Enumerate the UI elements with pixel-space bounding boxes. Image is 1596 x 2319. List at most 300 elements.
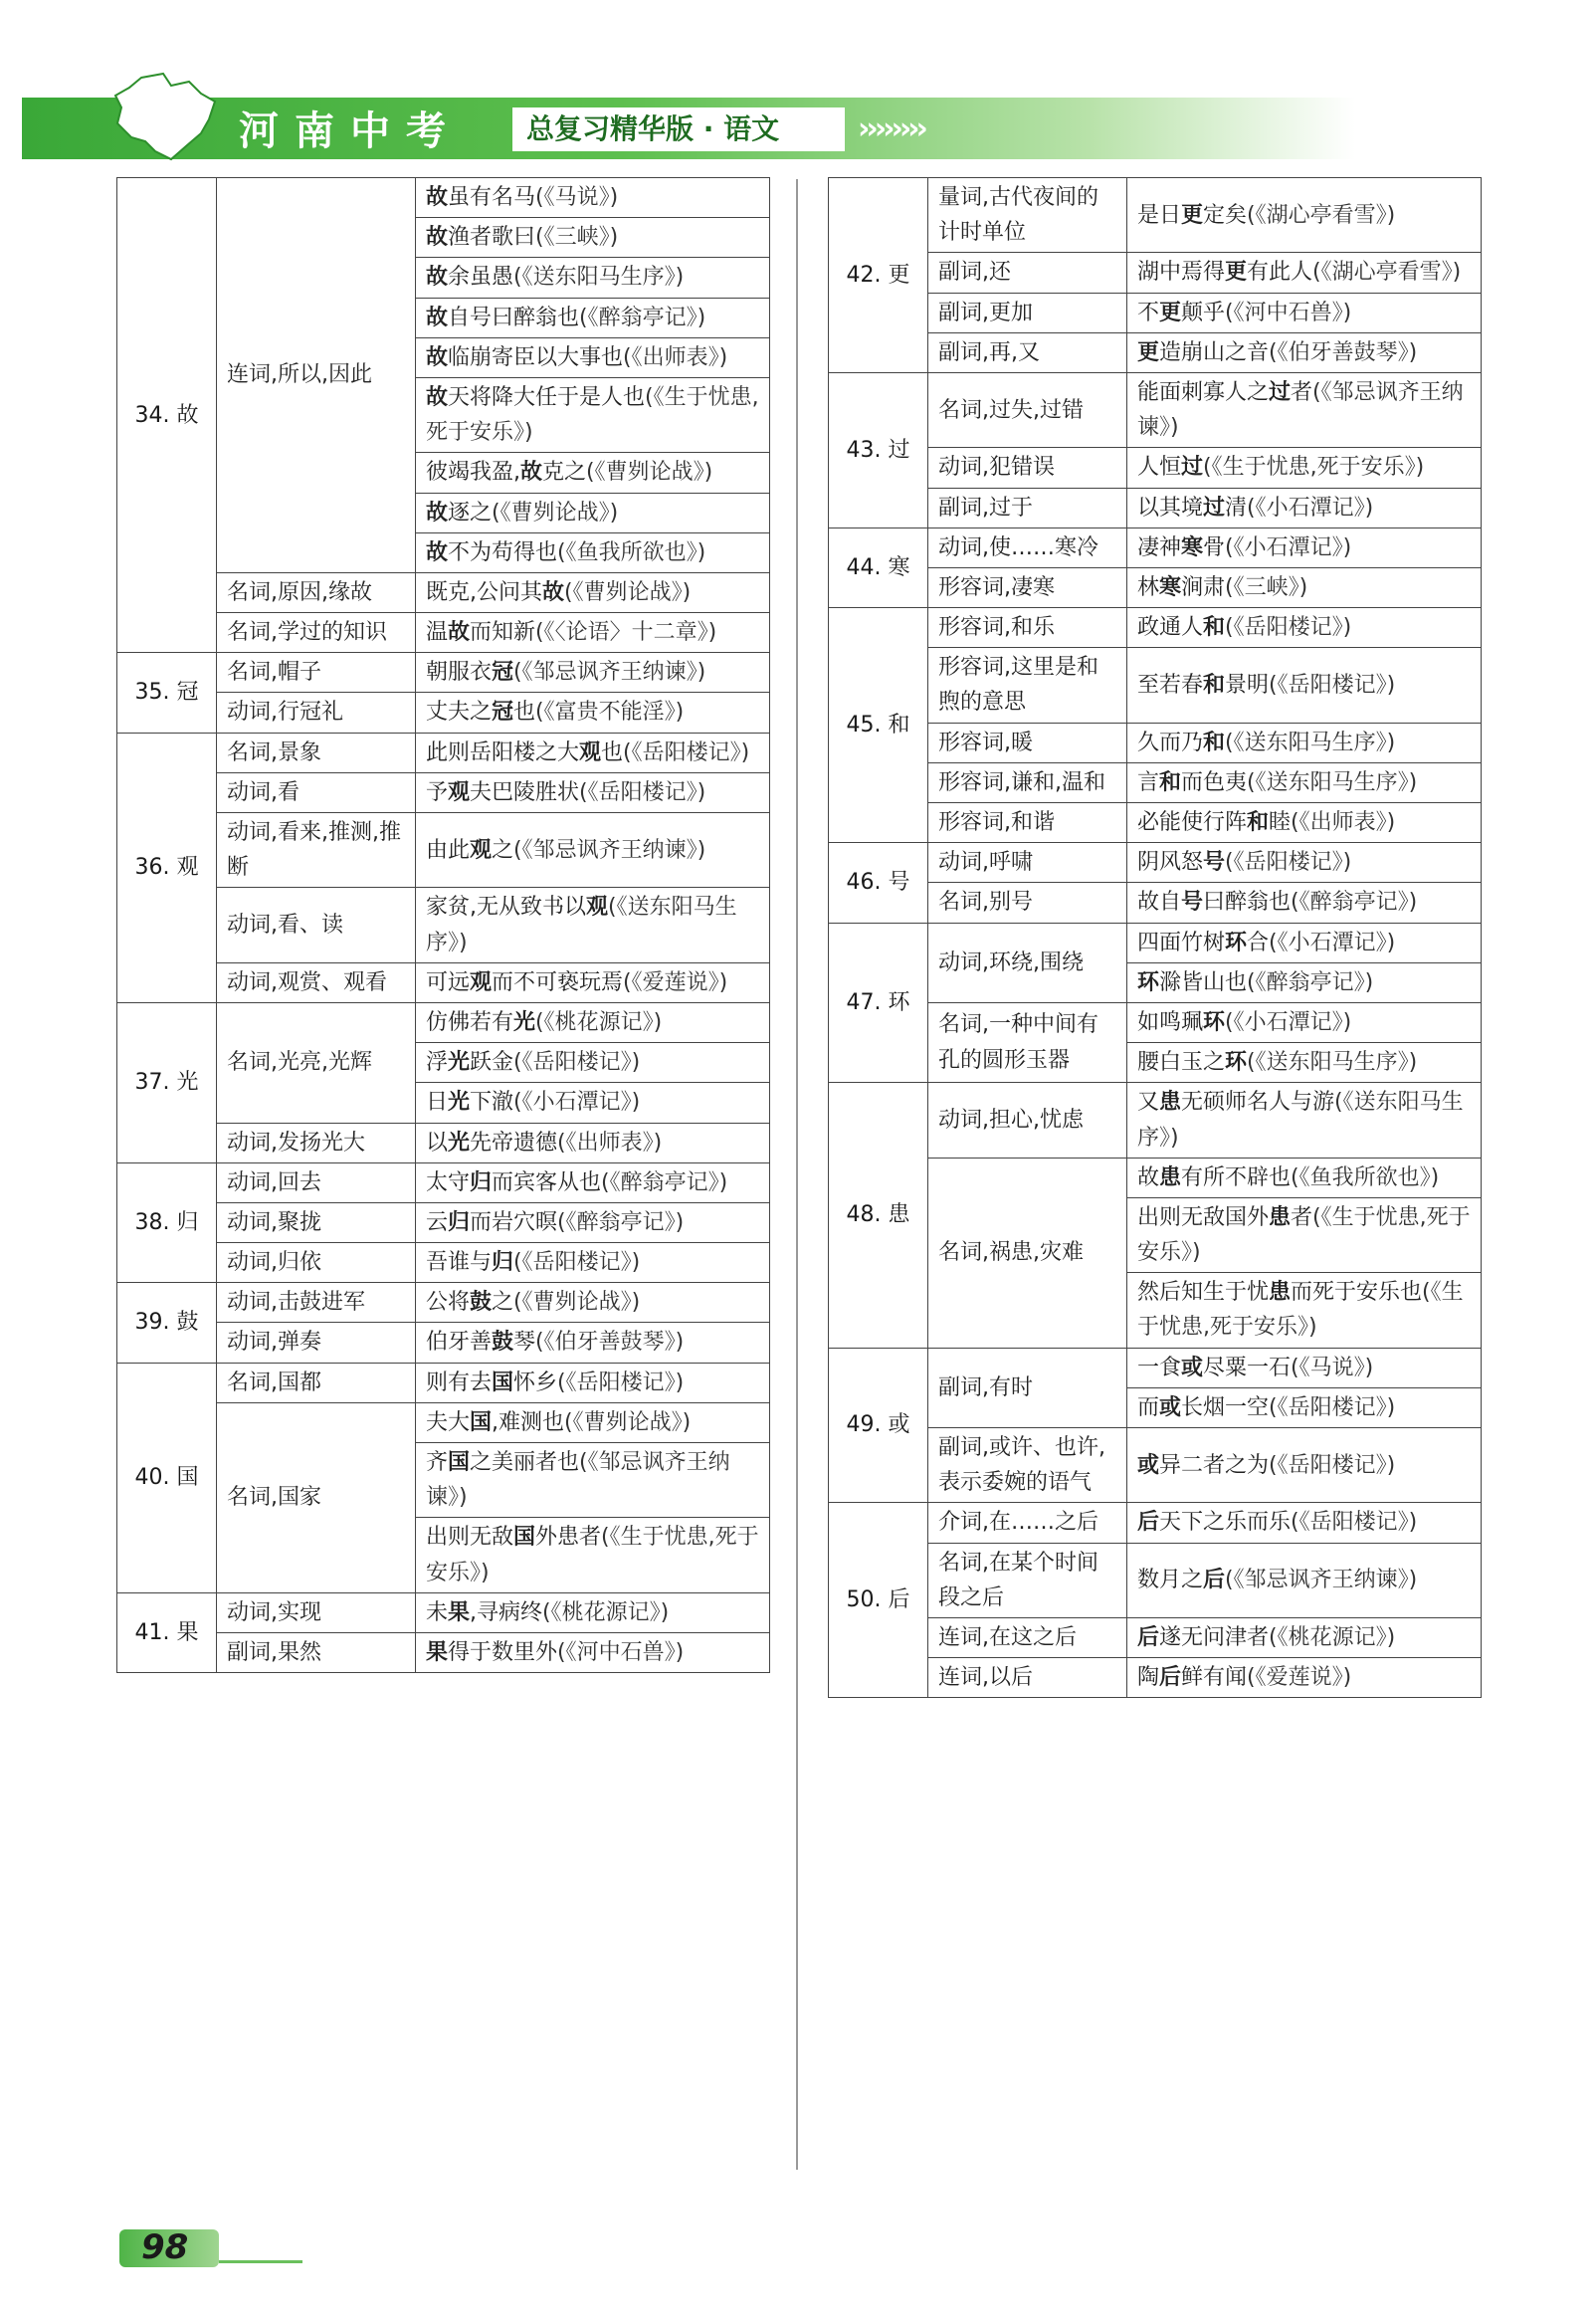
headword: 47. 环 xyxy=(829,923,928,1083)
word-sense: 介词,在……之后 xyxy=(928,1503,1127,1543)
example-sentence xyxy=(1127,1348,1482,1387)
table-row xyxy=(117,1592,770,1632)
example-text: 而死于安乐也 xyxy=(1291,1280,1423,1306)
headword: 49. 或 xyxy=(829,1348,928,1503)
source-citation: (《送东阳马生序》) xyxy=(1247,769,1418,795)
table-row xyxy=(829,372,1482,447)
target-character: 患 xyxy=(1159,1164,1182,1190)
source-citation: (《生于忧患,死于安乐》) xyxy=(1137,1204,1471,1266)
source-citation: (《三峡》) xyxy=(1225,574,1308,600)
book-subtitle: 总复习精华版 · 语文 xyxy=(512,107,845,151)
source-citation: (《曹刿论战》) xyxy=(564,1409,692,1435)
table-row xyxy=(117,733,770,772)
example-text: 政通人 xyxy=(1137,615,1204,641)
word-sense: 动词,看来,推测,推断 xyxy=(217,813,416,888)
example-text: 由此 xyxy=(426,837,471,863)
example-sentence xyxy=(1127,332,1482,372)
example-text: 以其境 xyxy=(1137,495,1204,521)
example-text: 是日 xyxy=(1137,202,1182,228)
example-sentence xyxy=(1127,1428,1482,1503)
source-citation: (《岳阳楼记》) xyxy=(513,1250,641,1276)
target-character: 归 xyxy=(492,1250,514,1276)
example-text: 朝服衣 xyxy=(426,660,493,686)
target-character: 更 xyxy=(1225,260,1248,286)
example-text: 虽有名马 xyxy=(448,185,536,210)
word-sense: 动词,弹奏 xyxy=(217,1323,416,1363)
source-citation: (《岳阳楼记》) xyxy=(513,1050,641,1076)
table-row xyxy=(117,1002,770,1042)
example-sentence xyxy=(1127,1617,1482,1657)
example-text: 不 xyxy=(1137,300,1160,325)
target-character: 国 xyxy=(470,1409,493,1435)
source-citation: (《爱莲说》) xyxy=(1247,1665,1352,1691)
example-sentence xyxy=(416,1443,770,1518)
target-character: 观 xyxy=(586,895,609,921)
word-sense: 动词,看、读 xyxy=(217,888,416,962)
example-text: 之 xyxy=(492,837,514,863)
word-sense: 名词,别号 xyxy=(928,883,1127,923)
example-sentence xyxy=(416,888,770,962)
headword: 44. 寒 xyxy=(829,527,928,607)
word-sense: 形容词,这里是和煦的意思 xyxy=(928,648,1127,723)
page-number: 98 xyxy=(141,2227,189,2267)
source-citation: (《送东阳马生序》) xyxy=(1225,730,1396,755)
target-character: 故 xyxy=(426,305,449,330)
example-sentence xyxy=(1127,1083,1482,1158)
example-text: 如鸣珮 xyxy=(1137,1009,1204,1035)
word-sense: 副词,有时 xyxy=(928,1348,1127,1427)
example-text: 仿佛若有 xyxy=(426,1009,514,1035)
example-sentence xyxy=(416,298,770,337)
word-sense: 形容词,和谐 xyxy=(928,803,1127,843)
example-text: 然后知生于忧 xyxy=(1137,1280,1270,1306)
example-text: 彼竭我盈, xyxy=(426,460,520,486)
example-text: 未 xyxy=(426,1599,449,1625)
example-text: 者 xyxy=(1291,1204,1313,1230)
example-text: ,寻病终 xyxy=(470,1599,543,1625)
word-sense: 动词,观赏、观看 xyxy=(217,962,416,1002)
source-citation: (《岳阳楼记》) xyxy=(1269,672,1396,698)
source-citation: (《湖心亭看雪》) xyxy=(1312,260,1462,286)
word-sense: 名词,光亮,光辉 xyxy=(217,1002,416,1123)
target-character: 观 xyxy=(579,739,602,765)
source-citation: (《伯牙善鼓琴》) xyxy=(535,1330,685,1356)
example-sentence xyxy=(1127,1197,1482,1272)
target-character: 鼓 xyxy=(492,1330,514,1356)
table-row xyxy=(829,1503,1482,1543)
example-text: 伯牙善 xyxy=(426,1330,493,1356)
example-text: 清 xyxy=(1225,495,1248,521)
example-text: 丈夫之 xyxy=(426,700,493,726)
table-row xyxy=(829,1083,1482,1158)
example-sentence xyxy=(416,178,770,218)
example-text: 渔者歌曰 xyxy=(448,225,536,251)
example-sentence xyxy=(416,653,770,693)
example-text: 曰醉翁也 xyxy=(1203,890,1292,916)
example-text: 一食 xyxy=(1137,1355,1182,1380)
target-character: 和 xyxy=(1159,769,1182,795)
word-sense: 量词,古代夜间的计时单位 xyxy=(928,178,1127,253)
example-sentence xyxy=(416,1002,770,1042)
example-text: 临崩寄臣以大事也 xyxy=(448,344,624,370)
example-text: 阴风怒 xyxy=(1137,850,1204,876)
example-sentence xyxy=(1127,1273,1482,1348)
target-character: 寒 xyxy=(1159,574,1182,600)
example-text: 也 xyxy=(601,739,624,765)
source-citation: (《鱼我所欲也》) xyxy=(557,539,706,565)
example-text: 无硕师名人与游 xyxy=(1181,1090,1335,1116)
target-character: 国 xyxy=(492,1370,514,1395)
target-character: 环 xyxy=(1137,969,1160,995)
example-sentence xyxy=(416,1632,770,1672)
example-text: 睦 xyxy=(1269,810,1292,835)
example-text: 能面刺寡人之 xyxy=(1137,379,1270,405)
example-text: 而宾客从也 xyxy=(492,1169,602,1195)
example-sentence xyxy=(416,377,770,452)
example-text: 琴 xyxy=(513,1330,536,1356)
headword: 41. 果 xyxy=(117,1592,217,1672)
source-citation: (《邹忌讽齐王纳谏》) xyxy=(513,837,706,863)
target-character: 号 xyxy=(1203,850,1226,876)
example-text: 出则无敌国外 xyxy=(1137,1204,1270,1230)
headword: 39. 鼓 xyxy=(117,1283,217,1363)
source-citation: (《爱莲说》) xyxy=(623,969,728,995)
target-character: 和 xyxy=(1203,730,1226,755)
target-character: 环 xyxy=(1225,930,1248,955)
example-text: 至若春 xyxy=(1137,672,1204,698)
example-sentence xyxy=(416,493,770,532)
source-citation: (《醉翁亭记》) xyxy=(601,1169,728,1195)
target-character: 国 xyxy=(448,1450,471,1475)
example-text: 而 xyxy=(1137,1394,1160,1420)
example-text: 故自 xyxy=(1137,890,1182,916)
source-citation: (《送东阳马生序》) xyxy=(513,265,685,291)
example-sentence xyxy=(1127,1658,1482,1698)
target-character: 过 xyxy=(1203,495,1226,521)
example-text: 四面竹树 xyxy=(1137,930,1226,955)
example-sentence xyxy=(1127,608,1482,648)
example-sentence xyxy=(416,1043,770,1083)
word-sense: 副词,再,又 xyxy=(928,332,1127,372)
example-text: 言 xyxy=(1137,769,1160,795)
example-text: 可远 xyxy=(426,969,471,995)
example-sentence xyxy=(1127,253,1482,293)
word-sense: 动词,实现 xyxy=(217,1592,416,1632)
example-text: 凄神 xyxy=(1137,534,1182,560)
source-citation: (《生于忧患,死于安乐》) xyxy=(1203,455,1425,481)
source-citation: (《伯牙善鼓琴》) xyxy=(1269,339,1418,365)
headword: 38. 归 xyxy=(117,1162,217,1283)
target-character: 后 xyxy=(1137,1510,1160,1536)
table-row xyxy=(829,923,1482,962)
example-sentence xyxy=(1127,962,1482,1002)
example-sentence xyxy=(1127,448,1482,488)
example-sentence xyxy=(1127,762,1482,802)
example-text: 下澈 xyxy=(470,1090,514,1116)
source-citation: (《生于忧患,死于安乐》) xyxy=(426,384,759,446)
example-text: 合 xyxy=(1247,930,1270,955)
example-sentence xyxy=(1127,803,1482,843)
target-character: 环 xyxy=(1225,1050,1248,1076)
headword: 42. 更 xyxy=(829,178,928,373)
headword: 50. 后 xyxy=(829,1503,928,1698)
example-sentence xyxy=(416,453,770,493)
example-text: 夫巴陵胜状 xyxy=(470,779,580,805)
example-sentence xyxy=(416,1323,770,1363)
example-text: 逐之 xyxy=(448,500,493,526)
example-sentence xyxy=(416,1402,770,1442)
source-citation: (《邹忌讽齐王纳谏》) xyxy=(426,1450,730,1511)
table-row xyxy=(829,1348,1482,1387)
example-text: 夫大 xyxy=(426,1409,471,1435)
source-citation: (《生于忧患,死于安乐》) xyxy=(426,1525,759,1585)
source-citation: (《曹刿论战》) xyxy=(492,500,619,526)
headword: 36. 观 xyxy=(117,733,217,1002)
word-sense: 名词,祸患,灾难 xyxy=(928,1158,1127,1348)
target-character: 患 xyxy=(1269,1204,1292,1230)
source-citation: (《三峡》) xyxy=(535,225,619,251)
word-sense: 副词,还 xyxy=(928,253,1127,293)
example-text: 有此人 xyxy=(1247,260,1313,286)
example-text: 出则无敌 xyxy=(426,1525,514,1551)
target-character: 和 xyxy=(1247,810,1270,835)
word-sense: 形容词,暖 xyxy=(928,723,1127,762)
example-text: 有所不辟也 xyxy=(1181,1164,1292,1190)
target-character: 观 xyxy=(470,837,493,863)
word-sense: 动词,行冠礼 xyxy=(217,693,416,733)
example-text: 既克,公问其 xyxy=(426,579,542,605)
example-text: ,难测也 xyxy=(492,1409,565,1435)
target-character: 光 xyxy=(448,1050,471,1076)
example-sentence xyxy=(416,572,770,612)
example-text: 自号曰醉翁也 xyxy=(448,305,580,330)
source-citation: (《送东阳马生序》) xyxy=(426,895,737,955)
headword: 35. 冠 xyxy=(117,653,217,733)
target-character: 故 xyxy=(448,620,471,646)
example-text: 怀乡 xyxy=(513,1370,558,1395)
example-text: 尽粟一石 xyxy=(1203,1355,1292,1380)
example-sentence xyxy=(416,1243,770,1283)
example-sentence xyxy=(1127,1002,1482,1042)
word-sense: 动词,担心,忧虑 xyxy=(928,1083,1127,1158)
source-citation: (《小石潭记》) xyxy=(1225,1009,1352,1035)
source-citation: (《邹忌讽齐王纳谏》) xyxy=(1137,379,1464,441)
target-character: 故 xyxy=(426,344,449,370)
word-sense: 名词,景象 xyxy=(217,733,416,772)
example-sentence xyxy=(416,337,770,377)
target-character: 光 xyxy=(448,1090,471,1116)
table-row xyxy=(829,178,1482,253)
word-sense: 连词,在这之后 xyxy=(928,1617,1127,1657)
example-sentence xyxy=(416,258,770,298)
source-citation: (《醉翁亭记》) xyxy=(1291,890,1418,916)
target-character: 患 xyxy=(1159,1090,1182,1116)
word-sense: 名词,国家 xyxy=(217,1402,416,1592)
example-sentence xyxy=(416,962,770,1002)
table-row xyxy=(117,1283,770,1323)
example-sentence xyxy=(416,218,770,258)
source-citation: (《送东阳马生序》) xyxy=(1137,1090,1464,1151)
target-character: 国 xyxy=(513,1525,536,1551)
target-character: 观 xyxy=(470,969,493,995)
target-character: 鼓 xyxy=(470,1290,493,1316)
example-text: 而知新 xyxy=(470,620,536,646)
example-text: 久而乃 xyxy=(1137,730,1204,755)
example-text: 此则岳阳楼之大 xyxy=(426,739,580,765)
word-sense: 名词,在某个时间段之后 xyxy=(928,1543,1127,1617)
word-sense: 动词,环绕,围绕 xyxy=(928,923,1127,1002)
example-sentence xyxy=(1127,843,1482,883)
example-sentence xyxy=(1127,1543,1482,1617)
example-sentence xyxy=(1127,488,1482,527)
source-citation: (《〈论语〉十二章》) xyxy=(535,620,717,646)
example-sentence xyxy=(416,1283,770,1323)
example-sentence xyxy=(1127,923,1482,962)
vocab-table-right xyxy=(828,177,1482,1698)
example-sentence xyxy=(416,772,770,812)
source-citation: (《送东阳马生序》) xyxy=(1247,1050,1418,1076)
target-character: 或 xyxy=(1181,1355,1204,1380)
target-character: 故 xyxy=(426,539,449,565)
example-text: 定矣 xyxy=(1203,202,1248,228)
example-text: 不为苟得也 xyxy=(448,539,558,565)
target-character: 更 xyxy=(1181,202,1204,228)
example-text: 天下之乐而乐 xyxy=(1159,1510,1292,1536)
example-sentence xyxy=(416,1083,770,1123)
example-text: 齐 xyxy=(426,1450,449,1475)
example-sentence xyxy=(1127,527,1482,567)
example-text: 以 xyxy=(426,1130,449,1156)
source-citation: (《小石潭记》) xyxy=(1269,930,1396,955)
example-text: 景明 xyxy=(1225,672,1270,698)
example-text: 林 xyxy=(1137,574,1160,600)
example-text: 异二者之为 xyxy=(1159,1452,1270,1478)
word-sense: 名词,原因,缘故 xyxy=(217,572,416,612)
source-citation: (《岳阳楼记》) xyxy=(1225,615,1352,641)
example-text: 长烟一空 xyxy=(1181,1394,1270,1420)
target-character: 故 xyxy=(520,460,543,486)
word-sense: 名词,国都 xyxy=(217,1363,416,1402)
target-character: 更 xyxy=(1137,339,1160,365)
word-sense: 副词,更加 xyxy=(928,293,1127,332)
source-citation: (《马说》) xyxy=(1291,1355,1374,1380)
example-text: 数月之 xyxy=(1137,1568,1204,1593)
source-citation: (《河中石兽》) xyxy=(557,1639,685,1665)
target-character: 故 xyxy=(426,384,449,410)
headword: 46. 号 xyxy=(829,843,928,923)
example-sentence xyxy=(1127,1503,1482,1543)
source-citation: (《岳阳楼记》) xyxy=(1291,1510,1418,1536)
table-row xyxy=(117,1162,770,1202)
source-citation: (《湖心亭看雪》) xyxy=(1247,202,1396,228)
target-character: 或 xyxy=(1137,1452,1160,1478)
target-character: 故 xyxy=(542,579,565,605)
source-citation: (《醉翁亭记》) xyxy=(579,305,706,330)
source-citation: (《岳阳楼记》) xyxy=(1269,1452,1396,1478)
example-text: 人恒 xyxy=(1137,455,1182,481)
source-citation: (《醉翁亭记》) xyxy=(557,1209,685,1235)
word-sense: 形容词,和乐 xyxy=(928,608,1127,648)
example-sentence xyxy=(1127,1387,1482,1427)
example-sentence xyxy=(1127,648,1482,723)
example-text: 造崩山之音 xyxy=(1159,339,1270,365)
source-citation: (《出师表》) xyxy=(1291,810,1396,835)
column-divider xyxy=(796,179,798,2170)
target-character: 光 xyxy=(513,1009,536,1035)
source-citation: (《岳阳楼记》) xyxy=(557,1370,685,1395)
example-text: 温 xyxy=(426,620,449,646)
word-sense: 动词,聚拢 xyxy=(217,1202,416,1242)
example-text: 则有去 xyxy=(426,1370,493,1395)
example-sentence xyxy=(416,733,770,772)
example-text: 跃金 xyxy=(470,1050,514,1076)
source-citation: (《河中石兽》) xyxy=(1225,300,1352,325)
source-citation: (《曹刿论战》) xyxy=(564,579,692,605)
example-text: 之美丽者也 xyxy=(470,1450,580,1475)
example-text: 家贫,无从致书以 xyxy=(426,895,586,921)
example-text: 腰白玉之 xyxy=(1137,1050,1226,1076)
table-row xyxy=(117,1363,770,1402)
example-text: 予 xyxy=(426,779,449,805)
source-citation: (《出师表》) xyxy=(623,344,728,370)
target-character: 果 xyxy=(426,1639,449,1665)
chevron-decoration: ›››››››› xyxy=(858,111,924,146)
example-text: 鲜有闻 xyxy=(1181,1665,1248,1691)
target-character: 果 xyxy=(448,1599,471,1625)
example-text: 骨 xyxy=(1203,534,1226,560)
word-sense: 形容词,凄寒 xyxy=(928,567,1127,607)
example-sentence xyxy=(416,1592,770,1632)
target-character: 号 xyxy=(1181,890,1204,916)
target-character: 故 xyxy=(426,500,449,526)
word-sense: 名词,一种中间有孔的圆形玉器 xyxy=(928,1002,1127,1082)
example-text: 陶 xyxy=(1137,1665,1160,1691)
source-citation: (《出师表》) xyxy=(557,1130,663,1156)
example-sentence xyxy=(1127,293,1482,332)
table-row xyxy=(829,527,1482,567)
target-character: 或 xyxy=(1159,1394,1182,1420)
example-text: 日 xyxy=(426,1090,449,1116)
example-text: 又 xyxy=(1137,1090,1160,1116)
headword: 45. 和 xyxy=(829,608,928,843)
example-text: 而不可亵玩焉 xyxy=(492,969,624,995)
example-sentence xyxy=(1127,1158,1482,1197)
example-text: 而岩穴暝 xyxy=(470,1209,558,1235)
word-sense: 连词,所以,因此 xyxy=(217,178,416,573)
example-text: 先帝遗德 xyxy=(470,1130,558,1156)
example-text: 湖中焉得 xyxy=(1137,260,1226,286)
example-sentence xyxy=(1127,178,1482,253)
example-text: 太守 xyxy=(426,1169,471,1195)
example-sentence xyxy=(416,693,770,733)
target-character: 归 xyxy=(448,1209,471,1235)
brand-title: 河南中考 xyxy=(239,108,462,154)
source-citation: (《醉翁亭记》) xyxy=(1247,969,1374,995)
target-character: 和 xyxy=(1203,615,1226,641)
example-text: 故 xyxy=(1137,1164,1160,1190)
word-sense: 名词,帽子 xyxy=(217,653,416,693)
example-text: 外患者 xyxy=(535,1525,602,1551)
word-sense: 动词,犯错误 xyxy=(928,448,1127,488)
table-row xyxy=(117,653,770,693)
table-row xyxy=(829,608,1482,648)
source-citation: (《小石潭记》) xyxy=(513,1090,641,1116)
example-text: 遂无问津者 xyxy=(1159,1624,1270,1650)
headword: 34. 故 xyxy=(117,178,217,653)
example-text: 之 xyxy=(492,1290,514,1316)
vocab-table-left xyxy=(116,177,770,1673)
example-sentence xyxy=(1127,567,1482,607)
